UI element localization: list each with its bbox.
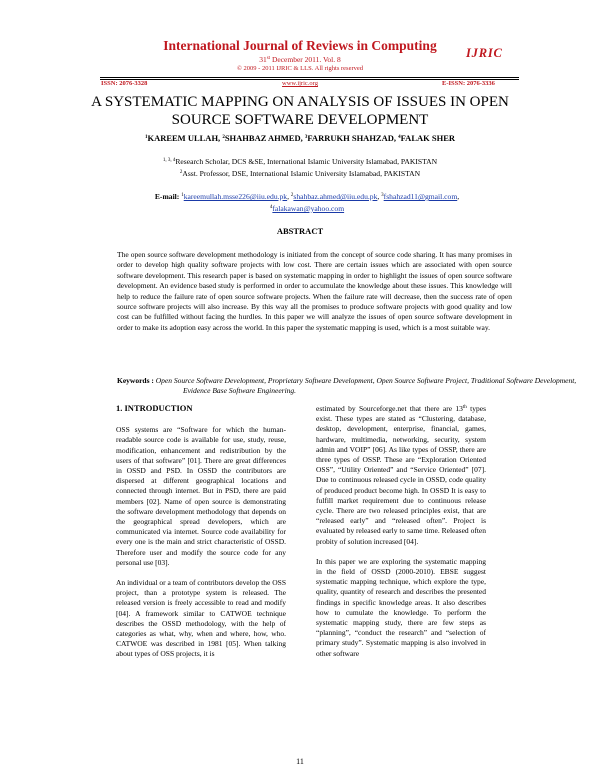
copyright-line: © 2009 - 2011 IJRIC & LLS. All rights reserved bbox=[236, 65, 364, 72]
affiliation-2 bbox=[0, 169, 600, 178]
journal-website-link[interactable]: www.ijric.org bbox=[282, 80, 318, 87]
issn-print: ISSN: 2076-3328 bbox=[101, 80, 148, 87]
issue-day: 31 bbox=[259, 55, 267, 64]
section-heading-introduction: 1. INTRODUCTION bbox=[116, 403, 193, 413]
email-sup: 2 bbox=[290, 193, 294, 198]
paper-title: A SYSTEMATIC MAPPING ON ANALYSIS OF ISSUES IN OPEN SOURCE SOFTWARE DEVELOPMENT bbox=[91, 94, 509, 128]
email-link[interactable]: falakawan@yahoo.com bbox=[272, 204, 345, 213]
email-sep: , bbox=[457, 192, 460, 201]
journal-title: International Journal of Reviews in Computing bbox=[163, 38, 437, 53]
keywords bbox=[117, 376, 578, 396]
left-column bbox=[116, 403, 286, 670]
author-name: FALAK SHER bbox=[400, 133, 456, 143]
keywords-text: Open Source Software Development, Proprietary Software Development, Open Source Software Project, Traditional Software Development, Evidence Base Software Engineering. bbox=[155, 376, 577, 396]
affiliation-2-sup: 2 bbox=[179, 170, 183, 175]
affiliation-1 bbox=[0, 157, 600, 166]
paragraph: In this paper we are exploring the systematic mapping in the field of OSSD (2000-2010). EBSE suggest systematic mapping technique, which explore the type, quality, quantity of research and describes the presented findings in specific knowledge areas. It also describes how to cumulate the knowledge. To perform the systematic mapping study, there are few steps as “planning”, “conduct the research” and “selection of primary study”. Systematic mapping is also involved in other software bbox=[316, 556, 486, 658]
email-sep: , bbox=[287, 192, 291, 201]
author-sup: 4 bbox=[398, 135, 401, 140]
author-name: FARRUKH SHAHZAD, bbox=[307, 133, 399, 143]
affiliation-2-text: Asst. Professor, DSE, International Islamic University Islamabad, PAKISTAN bbox=[182, 169, 421, 178]
author-name: SHAHBAZ AHMED, bbox=[224, 133, 305, 143]
email-link[interactable]: shahbaz.ahmed@iiu.edu.pk bbox=[293, 192, 378, 201]
ordinal-suffix: th bbox=[462, 405, 467, 410]
page-number: 11 bbox=[296, 757, 304, 766]
author-list bbox=[0, 133, 600, 143]
issue-line bbox=[0, 55, 600, 64]
journal-logo: IJRIC bbox=[466, 46, 503, 60]
affiliation-1-text: Research Scholar, DCS &SE, International Islamic University Islamabad, PAKISTAN bbox=[175, 157, 438, 166]
email-sup: 4 bbox=[269, 205, 273, 210]
email-sup: 3 bbox=[381, 193, 384, 198]
abstract-text: The open source software development methodology is initiated from the concept of source code sharing. It has many promises in order to develop high quality software projects with low cost. There are certain issues which are associated with open source software development. This research paper is based on systematic mapping in order to highlight the issues of open source software development. An evidence based study is performed in order to accumulate the knowledge about these issues. This knowledge will help to reduce the failure rate of open source software projects. When the failure rate will decrease, then the success rate of open source software projects will also increase. By this way all the promises to produce software projects with good quality and low cost can be fulfilled without facing the hurdles. In this paper we will analyze the issues of open source software development in order to make its adoption easy across the world. In this paper the systematic mapping is used, which is a most suitable way. bbox=[117, 250, 512, 332]
paragraph-text: types exist. These types are stated as “Clustering, database, desktop, development, enterprise, financial, games, hardware, multimedia, networking, security, system admin and VOIP” [06]. As like types of OSSP, there are three types of OSSP. These are “Exploration Oriented OSS”, “Utility Oriented” and “Service Oriented” [07]. Due to continuous released cycle in OSSD, code quality of produced product become high. In OSSD It is easy to fulfill market requirement due to continuous release cycle. There are two released principles exist, that are “released early” and “released often”. Project is evaluated by released early to same time. Released often probity of solution increased [04]. bbox=[316, 404, 486, 546]
paragraph: OSS systems are “Software for which the human-readable source code is available for use, study, reuse, modification, enhancement and redistribution by the users of that software” [01]. There are great differences in OSSD and PSD. In OSSD the contributors are dispersed at different geographical locations and connected through internet. But in PSD, there are paid members [02]. Name of open source is demonstrating the software development methodology that depends on the geographical spread developers, which are communicated via internet. Source code availability for every one is the main and strict characteristic of OSSD. Therefore user and modify the source code for any personal use [03]. bbox=[116, 425, 286, 567]
author-sup: 1 bbox=[144, 135, 148, 140]
abstract-heading: ABSTRACT bbox=[276, 226, 324, 236]
email-label: E-mail: bbox=[154, 192, 182, 201]
paragraph bbox=[316, 403, 486, 547]
email-block bbox=[98, 190, 516, 214]
author-name: KAREEM ULLAH, bbox=[147, 133, 223, 143]
issue-day-suffix: st bbox=[266, 56, 271, 61]
email-sep: , bbox=[377, 192, 382, 201]
issue-details: December 2011. Vol. 8 bbox=[270, 55, 341, 64]
keywords-label: Keywords : bbox=[117, 376, 156, 385]
email-sup: 1 bbox=[181, 193, 184, 198]
email-link[interactable]: kareemullah.msse226@iiu.edu.pk bbox=[183, 192, 288, 201]
author-sup: 2 bbox=[222, 135, 225, 140]
affiliation-1-sup: 1, 3, 4 bbox=[162, 158, 176, 163]
paragraph-text: estimated by Sourceforge.net that there are 13 bbox=[316, 404, 463, 413]
header-rule-top bbox=[100, 77, 519, 78]
paragraph: An individual or a team of contributors develop the OSS project, than a prototype system is released. The released version is freely accessible to read and modify [04]. A framework similar to CATWOE technique describes the OSSD methodology, with the help of categories as what, why, when and where, how, who. CATWOE was described in 1981 [05]. When talking about types of OSS projects, it is bbox=[116, 578, 286, 659]
issn-electronic: E-ISSN: 2076-3336 bbox=[442, 80, 495, 87]
email-link[interactable]: fshahzad11@gmail.com bbox=[383, 192, 458, 201]
right-column bbox=[316, 403, 486, 669]
author-sup: 3 bbox=[304, 135, 308, 140]
